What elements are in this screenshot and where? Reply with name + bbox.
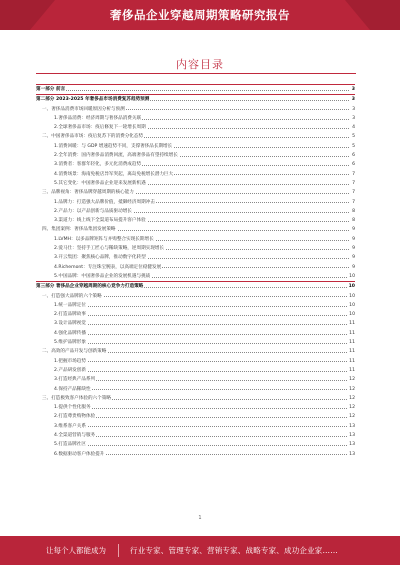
toc-entry-label: 4.Richemont：专注珠宝腕表，以高端定位稳健发展 (54, 263, 162, 272)
toc-entry-label: 4.保持产品稀缺性 (54, 385, 92, 394)
toc-leader-dots (54, 334, 349, 335)
toc-entry-page: 7 (351, 198, 355, 207)
toc-entry-page: 5 (351, 132, 355, 141)
toc-entry-page: 4 (351, 123, 355, 132)
toc-entry[interactable] (36, 412, 355, 421)
toc-entry-label: 5.维护品牌形象 (54, 338, 87, 347)
toc-entry-label: 5.中国品牌：中国奢侈品企业的发展机遇与挑战 (54, 272, 151, 281)
toc-entry[interactable] (36, 123, 355, 132)
toc-entry[interactable] (36, 188, 355, 197)
toc-entry-label: 3.设计品牌视觉 (54, 319, 87, 328)
toc-entry-page: 6 (351, 160, 355, 169)
toc-entry-page: 3 (351, 85, 355, 94)
toc-entry-page: 11 (348, 347, 355, 356)
toc-title-rule (36, 73, 356, 74)
toc-entry-page: 9 (351, 235, 355, 244)
toc-entry[interactable] (36, 272, 355, 281)
toc-entry-label: 2.打造品牌故事 (54, 310, 87, 319)
toc-entry[interactable] (36, 170, 355, 179)
toc-entry-label: 2.爱马仕：坚持手工匠心与稀缺策略，逆周期实现增长 (54, 244, 165, 253)
toc-entry-label: 二、中国奢侈品市场：疫后复苏下的消费分化态势 (42, 132, 144, 141)
toc-entry[interactable] (36, 385, 355, 394)
toc-entry-page: 3 (351, 105, 355, 114)
toc-entry-label: 四、集团案例：奢侈品集团发展策略 (42, 225, 117, 234)
toc-entry-page: 8 (351, 207, 355, 216)
toc-entry[interactable] (36, 319, 355, 328)
toc-entry-label: 1.统一品牌定位 (54, 301, 87, 310)
page-number: 1 (198, 515, 202, 521)
toc-entry-page: 9 (351, 225, 355, 234)
toc-entry-label: 2.打造尊贵购物体验 (54, 412, 96, 421)
toc-entry-label: 3.消费者：客群年轻化，多元化消费成趋势 (54, 160, 142, 169)
toc-entry-page: 6 (351, 151, 355, 160)
toc-entry[interactable] (36, 292, 355, 301)
toc-entry[interactable] (36, 225, 355, 234)
toc-entry[interactable] (36, 132, 355, 141)
toc-entry-label: 2.产品力：以产品创新与品质驱动增长 (54, 207, 133, 216)
toc-entry-label: 2.全年消费：国内奢侈品消费回流，高端奢侈品有望持续增长 (54, 151, 179, 160)
toc-leader-dots (54, 408, 349, 409)
toc-entry-page: 9 (351, 253, 355, 262)
toc-entry-page: 11 (348, 366, 355, 375)
toc-entry-page: 7 (351, 170, 355, 179)
toc-entry-label: 1.把握市场趋势 (54, 357, 87, 366)
toc-entry-label: 1.提供个性化服务 (54, 403, 92, 412)
toc-entry-label: 2.全球奢侈品市场：疫后修复下一轮增长周期 (54, 123, 147, 132)
toc-entry-label: 第一部分 前言 (36, 85, 66, 94)
toc-entry-label: 3.打造经典产品系列 (54, 375, 96, 384)
toc-entry-label: 1.消费回暖：与 GDP 增速趋势不同，支撑奢侈品长期增长 (54, 142, 173, 151)
toc-entry[interactable] (36, 114, 355, 123)
toc-entry[interactable] (36, 375, 355, 384)
toc-entry[interactable] (36, 338, 355, 347)
toc-entry[interactable] (36, 366, 355, 375)
toc-entry[interactable] (36, 216, 355, 225)
toc-entry-label: 3.渠道力：线上线下全渠道布局提升客户体验 (54, 216, 147, 225)
toc-entry[interactable] (36, 282, 355, 291)
toc-entry[interactable] (36, 394, 355, 403)
toc-leader-dots (54, 380, 349, 381)
toc-leader-dots (54, 445, 349, 446)
toc-leader-dots (54, 343, 349, 344)
toc-leader-dots (54, 324, 349, 325)
toc-entry-page: 7 (351, 179, 355, 188)
toc-leader-dots (54, 417, 349, 418)
toc-entry-label: 3.维系客户关系 (54, 422, 87, 431)
toc-entry-page: 11 (348, 338, 355, 347)
toc-leader-dots (54, 389, 349, 390)
toc-entry-page: 12 (348, 412, 355, 421)
toc-entry[interactable] (36, 301, 355, 310)
toc-title: 内容目录 (176, 58, 224, 71)
toc-entry-page: 12 (348, 403, 355, 412)
toc-leader-dots (54, 426, 349, 427)
toc-entry-page: 3 (351, 114, 355, 123)
toc-entry[interactable] (36, 85, 355, 94)
toc-entry-page: 13 (348, 440, 355, 449)
toc-entry-page: 5 (351, 142, 355, 151)
toc-entry-label: 2.产品研发创新 (54, 366, 87, 375)
toc-entry-label: 5.其它变化：中国奢侈品企业迎来发展新机遇 (54, 179, 147, 188)
footer-banner (0, 536, 400, 565)
toc-entry[interactable] (36, 357, 355, 366)
toc-entry[interactable] (36, 151, 355, 160)
toc-entry-label: 第二部分 2023-2025 年奢侈品市场消费复苏趋势预测 (36, 95, 150, 104)
toc-entry-page: 10 (348, 310, 355, 319)
toc-entry[interactable] (36, 422, 355, 431)
toc-entry-page: 10 (348, 292, 355, 301)
toc-entry-page: 11 (348, 357, 355, 366)
toc-entry[interactable] (36, 403, 355, 412)
toc-entry-label: 5.打造品牌社区 (54, 440, 87, 449)
toc-entry-label: 三、品牌视角：奢侈品牌穿越周期的核心能力 (42, 188, 135, 197)
toc-entry-label: 1.LVMH：以多品牌矩阵与并购整合实现长期增长 (54, 235, 155, 244)
footer-roles: 行业专家、管理专家、营销专家、战略专家、成功企业家…… (130, 546, 338, 555)
toc-entry-label: 二、高效的产品开发与创新策略 (42, 347, 107, 356)
toc-entry-page: 9 (351, 263, 355, 272)
toc-entry[interactable] (36, 244, 355, 253)
toc-leader-dots (54, 371, 349, 372)
toc-entry-page: 12 (348, 385, 355, 394)
toc-entry[interactable] (36, 310, 355, 319)
footer-divider (118, 544, 119, 557)
toc-leader-dots (54, 315, 349, 316)
toc-entry-page: 8 (351, 216, 355, 225)
toc-entry-label: 6.数据驱动客户体验提升 (54, 450, 105, 459)
toc-leader-dots (54, 436, 349, 437)
toc-entry-page: 12 (348, 394, 355, 403)
toc-entry-page: 11 (348, 319, 355, 328)
toc-entry-page: 12 (348, 375, 355, 384)
toc-entry[interactable] (36, 431, 355, 440)
toc-entry-label: 1.奢侈品消费：经济周期与奢侈品消费关联 (54, 114, 142, 123)
toc-entry-label: 一、奢侈品消费市场回暖原因分析与预测 (42, 105, 126, 114)
toc-entry-page: 7 (351, 188, 355, 197)
toc-entry-page: 10 (348, 272, 355, 281)
toc-entry-label: 一、打造强大品牌的六个策略 (42, 292, 103, 301)
toc-leader-dots (54, 306, 349, 307)
toc-entry[interactable] (36, 347, 355, 356)
header-banner (0, 0, 400, 30)
toc-leader-dots (54, 361, 349, 362)
toc-entry-label: 3.开云集团：聚焦核心品牌，推动数字化转型 (54, 253, 147, 262)
toc-entry[interactable] (36, 440, 355, 449)
toc-entry-page: 3 (351, 95, 355, 104)
toc-entry[interactable] (36, 198, 355, 207)
toc-entry-label: 4.强化品牌传播 (54, 329, 87, 338)
toc-entry-page: 9 (351, 244, 355, 253)
toc-entry[interactable] (36, 263, 355, 272)
report-title: 奢侈品企业穿越周期策略研究报告 (110, 8, 290, 22)
toc-entry[interactable] (36, 329, 355, 338)
toc-entry-page: 11 (348, 329, 355, 338)
toc-entry-label: 三、打造极致客户体验的六个策略 (42, 394, 112, 403)
toc-entry-label: 第三部分 奢侈品企业穿越周期的核心竞争力打造策略 (36, 282, 144, 291)
toc-entry-page: 13 (348, 450, 355, 459)
toc-entry-label: 4.消费场景：海南免税店异军突起，离岛免税增长潜力巨大 (54, 170, 174, 179)
toc-entry-page: 10 (348, 282, 355, 291)
toc-entry[interactable] (36, 95, 355, 104)
table-of-contents (36, 84, 355, 459)
toc-entry-page: 10 (348, 301, 355, 310)
footer-slogan: 让每个人都能成为 (46, 546, 106, 555)
toc-entry-page: 13 (348, 422, 355, 431)
toc-entry[interactable] (36, 179, 355, 188)
toc-entry[interactable] (36, 450, 355, 459)
toc-entry[interactable] (36, 253, 355, 262)
toc-entry[interactable] (36, 142, 355, 151)
toc-entry[interactable] (36, 235, 355, 244)
toc-entry[interactable] (36, 160, 355, 169)
toc-entry-label: 4.全渠道营销与服务 (54, 431, 96, 440)
toc-entry[interactable] (36, 105, 355, 114)
toc-entry[interactable] (36, 207, 355, 216)
toc-entry-page: 13 (348, 431, 355, 440)
toc-entry-label: 1.品牌力：打造强大品牌价值，抵御经济周期冲击 (54, 198, 156, 207)
toc-leader-dots (36, 90, 349, 91)
